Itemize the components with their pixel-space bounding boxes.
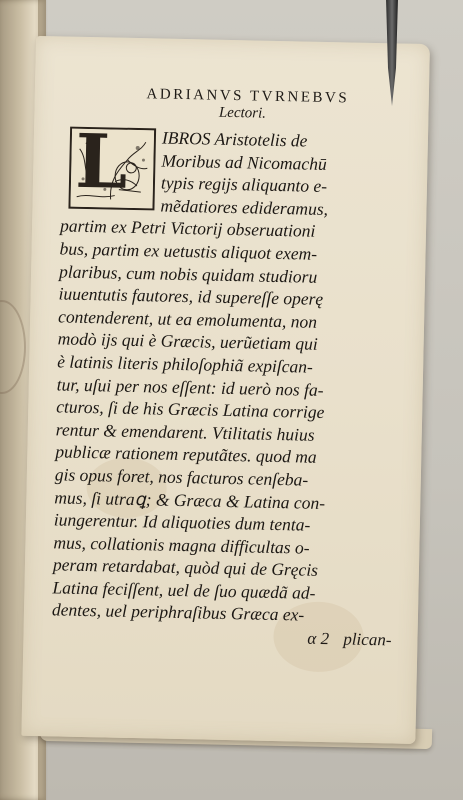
text-line: modò ijs qui è Græcis, uerũetiam qui <box>57 328 318 355</box>
subhead: Lectori. <box>218 104 267 122</box>
book-page <box>21 36 430 744</box>
page-text <box>51 84 413 650</box>
text-line: tur, uſui per nos eſſent: id uerò nos fa- <box>56 373 324 400</box>
text-line: plaribus, cum nobis quidam studioru <box>58 260 318 287</box>
text-line: mus, collationis magna difficultas o- <box>53 532 310 558</box>
text-line: iungerentur. Id aliquoties dum tenta- <box>53 509 311 535</box>
text-line: bus, partim ex uetustis aliquot exem- <box>59 238 318 264</box>
text-line: è latinis literis philoſophiã expiſcan- <box>57 351 314 377</box>
text-line: mẽdatiores edideramus, <box>160 195 329 219</box>
body-text <box>51 118 412 650</box>
knife-blade <box>384 0 400 108</box>
text-line: partim ex Petri Victorij obseruationi <box>59 215 316 242</box>
text-line: typis regijs aliquanto e- <box>160 172 328 197</box>
text-line: cturos, ſi de his Græcis Latina corrige <box>56 396 325 423</box>
text-line: dentes, uel periphraſibus Græca ex- <box>51 599 305 626</box>
signature-mark: α 2 <box>307 628 330 649</box>
running-head: ADRIANVS TVRNEBVS <box>146 86 350 107</box>
text-line: iuuentutis fautores, id supereſſe operę <box>58 283 324 310</box>
text-line: Moribus ad Nicomachū <box>161 150 327 174</box>
catchword: plican- <box>343 629 392 650</box>
text-line: IBROS Aristotelis de <box>161 127 308 151</box>
decorated-initial <box>68 118 156 211</box>
text-line: gis opus foret, nos facturos cenſeba- <box>54 464 309 490</box>
text-line: rentur & emendarent. Vtilitatis huius <box>55 419 315 445</box>
text-line: publicæ rationem reputãtes. quod ma <box>55 441 317 468</box>
initial-letter: L <box>74 118 129 206</box>
text-line: peram retardabat, quòd qui de Gręcis <box>52 554 319 581</box>
text-line: mus, ſi utraꝗ; & Græca & Latina con- <box>54 486 326 513</box>
text-line: contenderent, ut ea emolumenta, non <box>57 306 318 332</box>
text-line: Latina feciſſent, uel de ſuo quædã ad- <box>52 577 316 603</box>
